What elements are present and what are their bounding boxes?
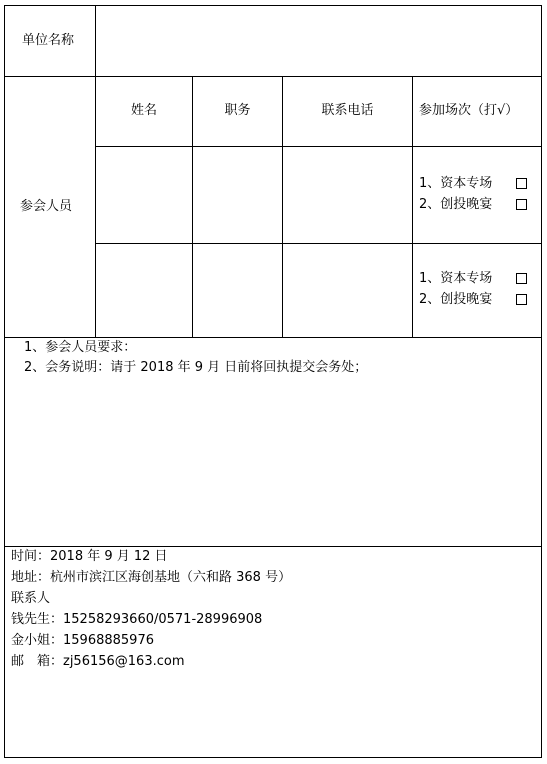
row-2-position-field[interactable] (193, 244, 282, 337)
contact-ms-jin: 金小姐：15968885976 (11, 633, 154, 648)
row-2-option-capital: 1、资本专场 (419, 271, 493, 286)
row-2-phone-field[interactable] (283, 244, 412, 337)
row-1-capital-checkbox[interactable] (516, 178, 527, 189)
table-rule-after-notes (4, 546, 542, 547)
row-2-dinner-checkbox[interactable] (516, 294, 527, 305)
header-name: 姓名 (130, 103, 157, 118)
table-rule-after-unit (4, 76, 542, 77)
attendees-label: 参会人员 (20, 199, 73, 214)
table-border-left (4, 5, 5, 758)
contact-mr-qian: 钱先生：15258293660/0571-28996908 (11, 612, 263, 627)
unit-name-label: 单位名称 (22, 33, 75, 48)
table-border-right (541, 5, 542, 758)
contact-email: 邮 箱：zj56156@163.com (11, 654, 185, 669)
note-requirements: 1、参会人员要求： (24, 340, 137, 355)
table-col-divider-phone (412, 76, 413, 338)
header-session: 参加场次（打√） (419, 103, 519, 118)
row-1-phone-field[interactable] (283, 147, 412, 243)
header-position: 职务 (224, 103, 251, 118)
row-1-name-field[interactable] (96, 147, 192, 243)
contact-time: 时间：2018 年 9 月 12 日 (11, 549, 168, 564)
row-2-capital-checkbox[interactable] (516, 273, 527, 284)
unit-name-field[interactable] (100, 33, 536, 49)
table-border-top (4, 5, 542, 6)
row-2-name-field[interactable] (96, 244, 192, 337)
table-border-bottom (4, 757, 542, 758)
table-rule-after-attendees (4, 337, 542, 338)
row-1-position-field[interactable] (193, 147, 282, 243)
contact-person-label: 联系人 (11, 591, 51, 606)
row-1-option-dinner: 2、创投晚宴 (419, 197, 493, 212)
contact-address: 地址：杭州市滨江区海创基地（六和路 368 号） (11, 570, 292, 585)
row-1-option-capital: 1、资本专场 (419, 176, 493, 191)
note-meeting-info: 2、会务说明：请于 2018 年 9 月 日前将回执提交会务处； (24, 360, 368, 375)
row-2-option-dinner: 2、创投晚宴 (419, 292, 493, 307)
row-1-dinner-checkbox[interactable] (516, 199, 527, 210)
header-phone: 联系电话 (321, 103, 374, 118)
